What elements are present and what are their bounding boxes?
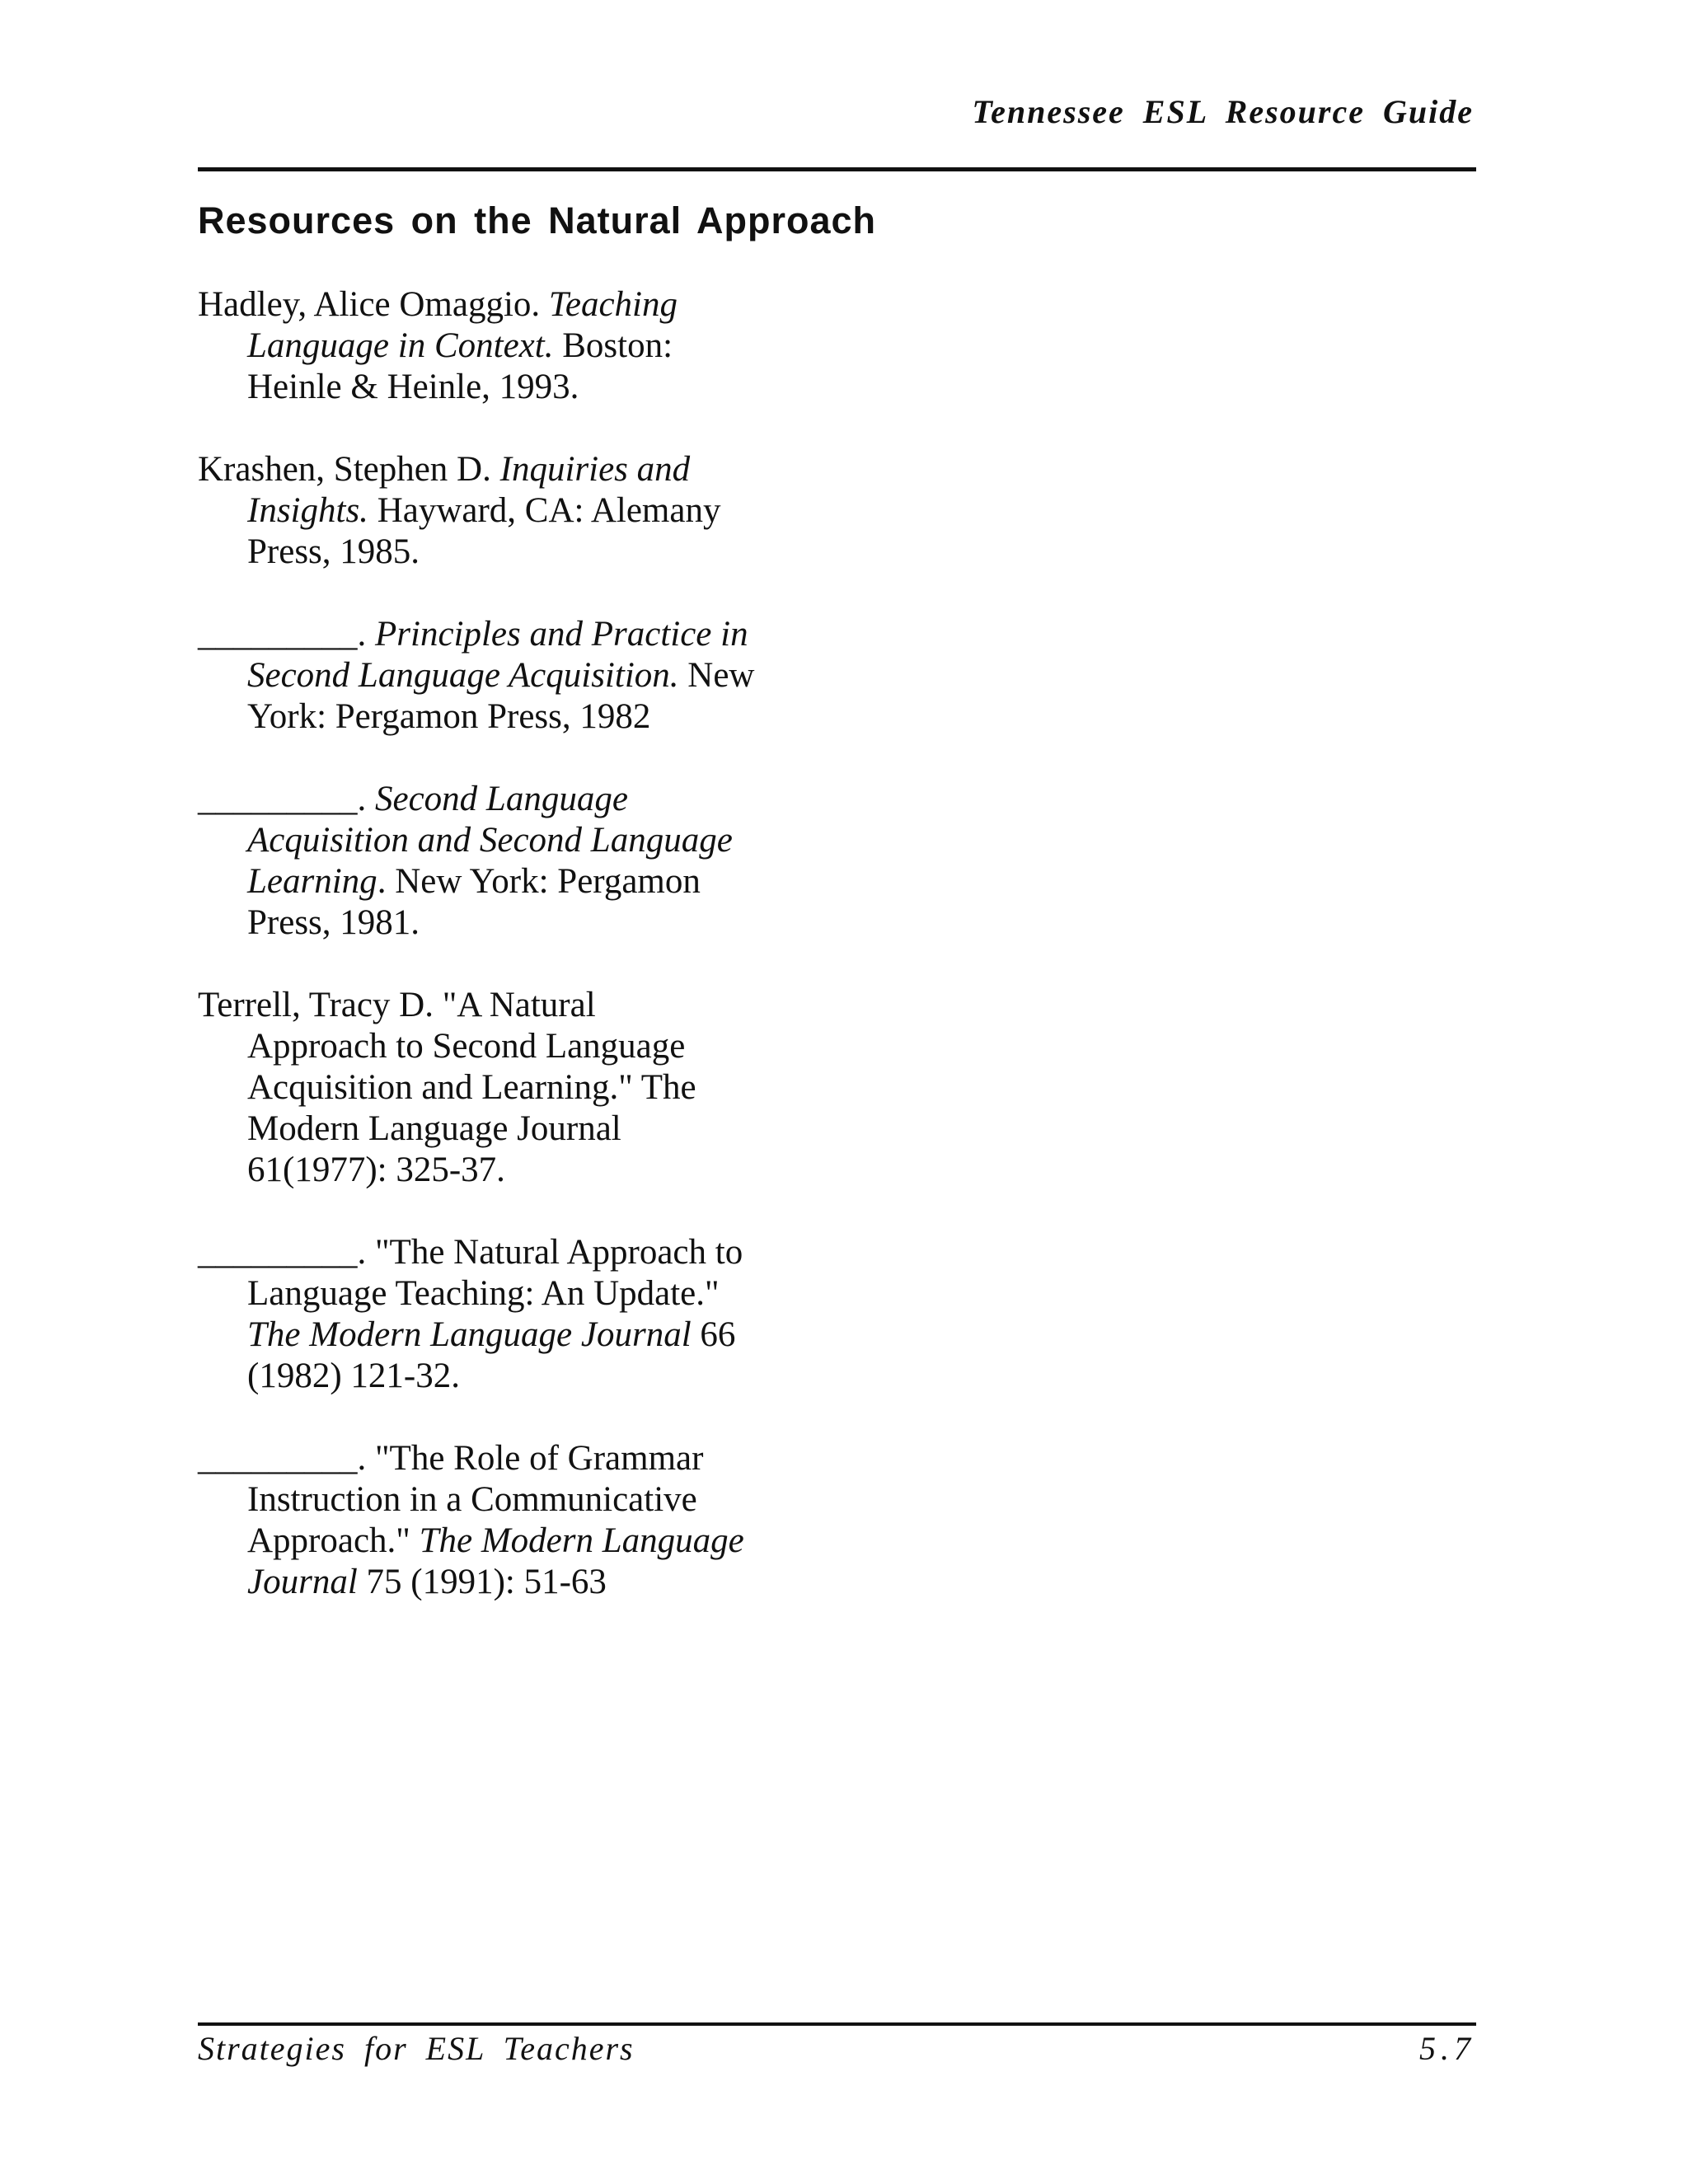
running-header: Tennessee ESL Resource Guide [972,93,1474,130]
reference-text: Terrell, Tracy D. "A Natural [198,986,596,1024]
section-title: Resources on the Natural Approach [198,199,876,241]
reference-text: Hayward, CA: Alemany [368,491,721,530]
reference-continuation-line [247,1562,607,1603]
reference-text: Approach to Second Language [247,1027,686,1066]
reference-continuation-line [247,532,420,573]
reference-continuation-line [247,490,720,532]
reference-text: Hadley, Alice Omaggio. [198,285,549,324]
reference-continuation-line [247,1067,696,1108]
reference-text: 61(1977): 325-37. [247,1151,505,1189]
reference-continuation-line [247,1026,685,1067]
reference-text: New [678,656,755,695]
reference-continuation-line [247,1315,735,1356]
reference-text: 66 [691,1315,736,1354]
reference-text: Acquisition and Learning." The [247,1068,696,1107]
reference-first-line [198,614,748,655]
reference-continuation-line [247,820,733,861]
page-number: 5.7 [1419,2030,1475,2067]
reference-text: Press, 1981. [247,903,420,942]
italic-title-text: Acquisition and Second Language [247,821,733,860]
reference-continuation-line [247,861,701,902]
reference-continuation-line [247,902,420,944]
italic-title-text: Journal [247,1563,358,1601]
reference-first-line [198,449,690,490]
italic-title-text: Learning [247,862,377,901]
reference-continuation-line [247,1521,744,1562]
italic-title-text: The Modern Language Journal [247,1315,692,1354]
reference-first-line [198,779,628,820]
reference-continuation-line [247,1150,505,1191]
reference-continuation-line [247,655,754,696]
footer-rule [198,2022,1476,2026]
italic-title-text: The Modern Language [419,1521,744,1560]
reference-text: Instruction in a Communicative [247,1480,697,1519]
italic-title-text: Inquiries and [499,450,691,489]
reference-continuation-line [247,326,673,367]
reference-continuation-line [247,696,650,738]
reference-continuation-line [247,367,579,408]
reference-text: . New York: Pergamon [377,862,701,901]
reference-continuation-line [247,1479,697,1521]
italic-title-text: Language in Context. [247,326,554,365]
reference-text: _________. [198,780,375,818]
reference-first-line [198,1438,703,1479]
reference-text: 75 (1991): 51-63 [357,1563,607,1601]
reference-text: Krashen, Stephen D. [198,450,500,489]
reference-text: Modern Language Journal [247,1109,621,1148]
reference-text: Press, 1985. [247,532,420,571]
reference-text: Boston: [553,326,673,365]
reference-text: _________. "The Natural Approach to [198,1233,743,1272]
header-rule [198,167,1476,171]
italic-title-text: Principles and Practice in [375,615,748,654]
reference-continuation-line [247,1356,460,1397]
italic-title-text: Insights. [247,491,368,530]
reference-continuation-line [247,1273,720,1315]
reference-first-line [198,1232,743,1273]
reference-text: York: Pergamon Press, 1982 [247,697,651,736]
reference-first-line [198,985,596,1026]
reference-text: Language Teaching: An Update." [247,1274,720,1313]
reference-text: (1982) 121-32. [247,1357,460,1395]
reference-text: Approach." [247,1521,420,1560]
footer-title: Strategies for ESL Teachers [198,2030,635,2067]
reference-text: _________. [198,615,375,654]
italic-title-text: Teaching [548,285,678,324]
reference-first-line [198,284,678,326]
reference-text: _________. "The Role of Grammar [198,1439,704,1478]
reference-text: Heinle & Heinle, 1993. [247,368,579,406]
italic-title-text: Second Language [375,780,628,818]
italic-title-text: Second Language Acquisition. [247,656,679,695]
reference-continuation-line [247,1108,621,1150]
